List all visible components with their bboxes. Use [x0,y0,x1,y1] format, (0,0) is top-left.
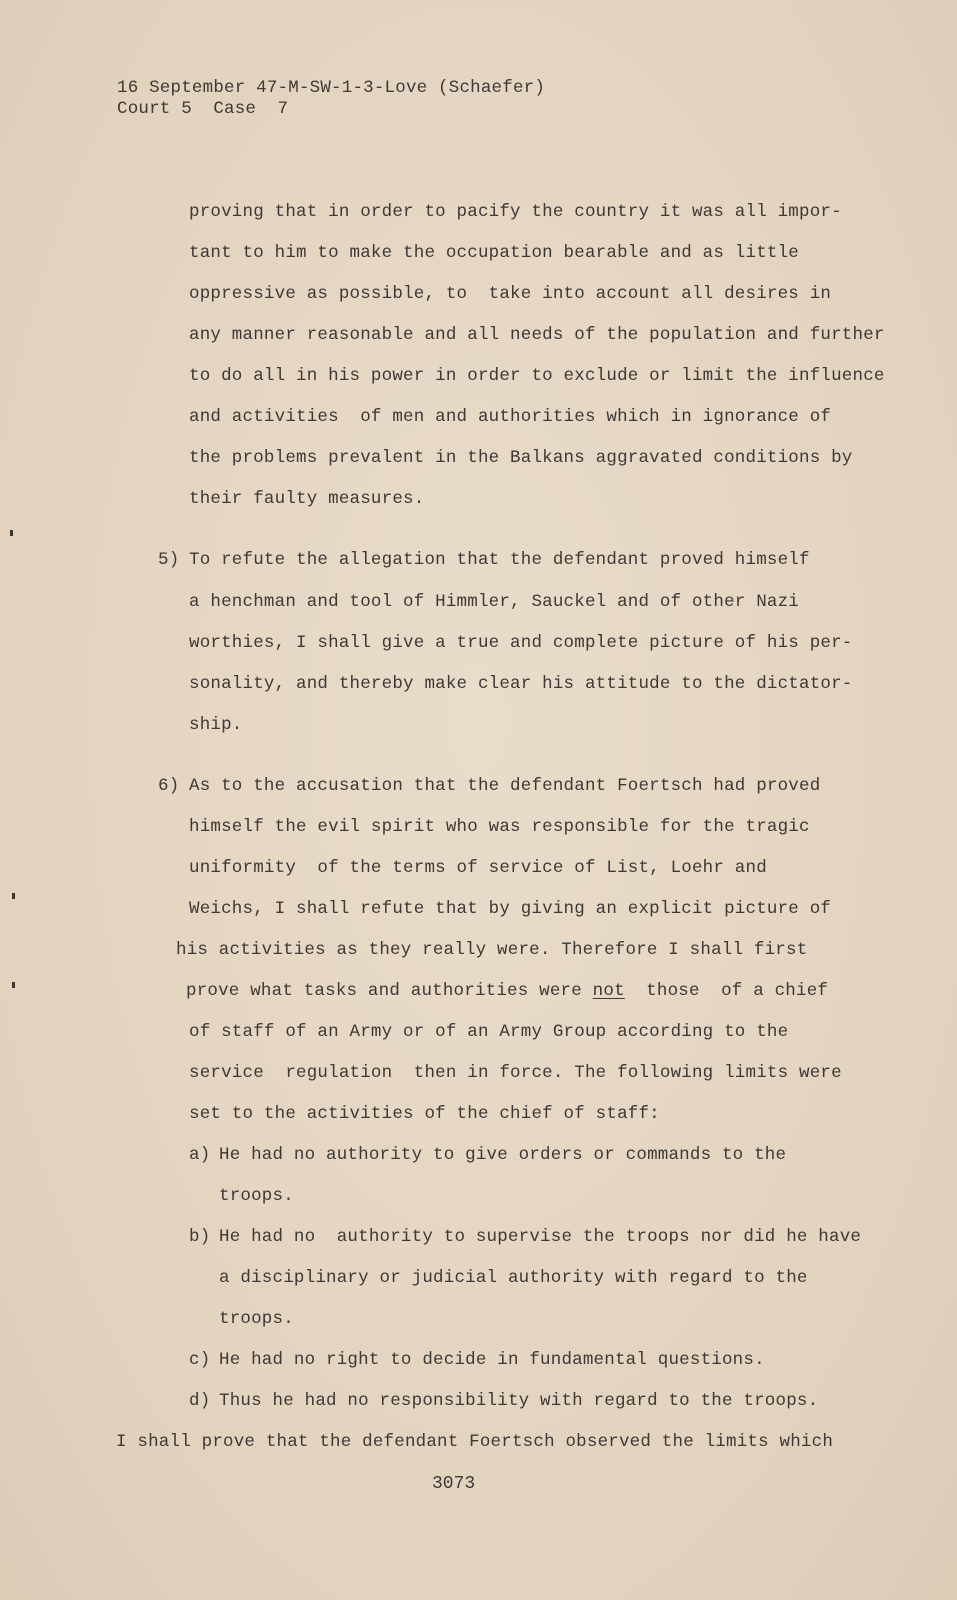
item-6-line: uniformity of the terms of service of List, Loehr and [189,858,767,878]
item-5-number: 5) [158,550,180,570]
limit-d-line: Thus he had no responsibility with regard to the troops. [219,1391,819,1411]
item-6-line: service regulation then in force. The following limits were [189,1063,842,1083]
item-5-line: ship. [189,715,243,735]
margin-mark [10,530,13,536]
item-5-line: a henchman and tool of Himmler, Sauckel and of other Nazi [189,592,799,612]
item-6-line: his activities as they really were. Therefore I shall first [176,940,808,960]
limit-b-line: a disciplinary or judicial authority with regard to the [219,1268,808,1288]
item-6-line: As to the accusation that the defendant Foertsch had proved [189,776,821,796]
item-5-line: To refute the allegation that the defendant proved himself [189,550,810,570]
margin-mark [12,982,15,988]
body-line: and activities of men and authorities which in ignorance of [189,407,832,427]
item-6-prove-before: prove what tasks and authorities were [186,981,593,1001]
item-5-line: worthies, I shall give a true and complete picture of his per- [189,633,853,653]
body-line: their faulty measures. [189,489,425,509]
limit-b-letter: b) [189,1227,211,1247]
item-6-prove-underlined: not [592,981,625,1001]
item-6-line: set to the activities of the chief of staff: [189,1104,660,1124]
closing-line: I shall prove that the defendant Foertsch observed the limits which [116,1432,834,1452]
limit-c-letter: c) [189,1350,211,1370]
body-line: to do all in his power in order to exclude or limit the influence [189,366,885,386]
header-line-2: Court 5 Case 7 [117,99,289,119]
body-line: the problems prevalent in the Balkans aggravated conditions by [189,448,853,468]
item-6-prove-after: those of a chief [624,981,829,1001]
limit-a-line: troops. [219,1186,294,1206]
item-6-line: of staff of an Army or of an Army Group according to the [189,1022,789,1042]
item-6-line-prove [186,983,828,1001]
item-6-line: himself the evil spirit who was responsible for the tragic [189,817,810,837]
item-6-number: 6) [158,776,180,796]
limit-c-line: He had no right to decide in fundamental questions. [219,1350,765,1370]
limit-b-line: He had no authority to supervise the troops nor did he have [219,1227,862,1247]
page-number: 3073 [432,1474,476,1494]
body-line: any manner reasonable and all needs of the population and further [189,325,885,345]
item-6-line: Weichs, I shall refute that by giving an explicit picture of [189,899,832,919]
body-line: oppressive as possible, to take into account all desires in [189,284,832,304]
limit-a-letter: a) [189,1145,211,1165]
limit-a-line: He had no authority to give orders or commands to the [219,1145,787,1165]
limit-d-letter: d) [189,1391,211,1411]
margin-mark [12,893,15,899]
body-line: proving that in order to pacify the country it was all impor- [189,202,842,222]
limit-b-line: troops. [219,1309,294,1329]
body-line: tant to him to make the occupation bearable and as little [189,243,799,263]
header-line-1: 16 September 47-M-SW-1-3-Love (Schaefer) [117,78,546,98]
item-5-line: sonality, and thereby make clear his attitude to the dictator- [189,674,853,694]
